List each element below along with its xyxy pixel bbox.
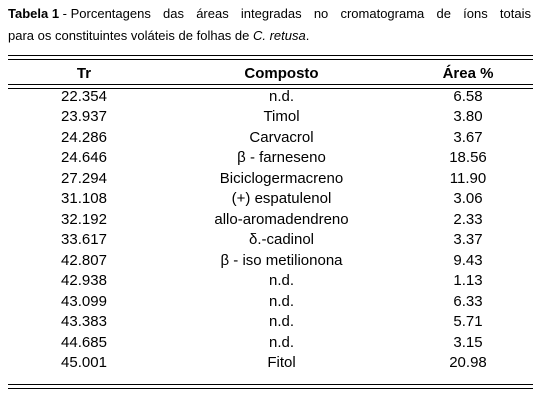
table-row bbox=[8, 291, 533, 312]
table-row bbox=[8, 127, 533, 148]
top-rule-inner bbox=[8, 59, 533, 60]
table-row bbox=[8, 250, 533, 271]
cell-composto: n.d. bbox=[268, 272, 295, 290]
caption-word: das bbox=[163, 6, 184, 21]
cell-tr: 22.354 bbox=[61, 87, 107, 105]
table-header bbox=[8, 62, 533, 84]
caption-word: de bbox=[436, 6, 451, 21]
cell-tr: 24.286 bbox=[61, 128, 107, 146]
cell-composto: β - farneseno bbox=[237, 149, 326, 167]
caption-line-2 bbox=[8, 25, 531, 47]
cell-area: 2.33 bbox=[453, 210, 483, 228]
top-rule bbox=[8, 55, 533, 56]
table-row bbox=[8, 86, 533, 107]
cell-area: 3.80 bbox=[453, 108, 483, 126]
bottom-rule-inner bbox=[8, 388, 533, 389]
cell-area: 5.71 bbox=[453, 313, 483, 331]
table-row bbox=[8, 189, 533, 210]
table-row bbox=[8, 168, 533, 189]
table-row bbox=[8, 312, 533, 333]
caption-word: totais bbox=[499, 6, 531, 21]
caption-end: . bbox=[305, 28, 310, 43]
cell-area: 11.90 bbox=[449, 169, 487, 187]
cell-area: 6.58 bbox=[453, 87, 483, 105]
cell-area: 20.98 bbox=[449, 354, 487, 372]
table-row bbox=[8, 107, 533, 128]
header-composto: Composto bbox=[244, 64, 319, 82]
cell-tr: 31.108 bbox=[61, 190, 107, 208]
table-row bbox=[8, 148, 533, 169]
cell-composto: β - iso metilionona bbox=[220, 251, 343, 269]
caption-word: integradas bbox=[240, 6, 302, 21]
cell-tr: 43.099 bbox=[61, 292, 107, 310]
header-rule bbox=[8, 84, 533, 85]
caption-line-1 bbox=[8, 3, 531, 25]
cell-composto: Timol bbox=[263, 108, 300, 126]
cell-composto: n.d. bbox=[268, 87, 295, 105]
cell-tr: 44.685 bbox=[61, 333, 107, 351]
cell-tr: 42.807 bbox=[61, 251, 107, 269]
cell-composto: allo-aromadendreno bbox=[214, 210, 349, 228]
table-row bbox=[8, 353, 533, 374]
cell-composto: n.d. bbox=[268, 333, 295, 351]
cell-area: 1.13 bbox=[453, 272, 483, 290]
table-body bbox=[8, 86, 533, 373]
cell-area: 9.43 bbox=[453, 251, 483, 269]
header-tr: Tr bbox=[76, 64, 92, 82]
cell-tr: 43.383 bbox=[61, 313, 107, 331]
cell-composto: n.d. bbox=[268, 313, 295, 331]
cell-area: 18.56 bbox=[449, 149, 487, 167]
table-row bbox=[8, 271, 533, 292]
cell-tr: 45.001 bbox=[61, 354, 107, 372]
cell-tr: 27.294 bbox=[61, 169, 107, 187]
table-row bbox=[8, 332, 533, 353]
caption-first-words bbox=[8, 3, 151, 25]
cell-tr: 23.937 bbox=[61, 108, 107, 126]
table-label: Tabela 1 bbox=[8, 6, 60, 21]
cell-tr: 24.646 bbox=[61, 149, 107, 167]
caption-word: íons bbox=[463, 6, 488, 21]
cell-area: 3.67 bbox=[453, 128, 483, 146]
header-area: Área % bbox=[442, 64, 494, 82]
cell-area: 3.15 bbox=[453, 333, 483, 351]
cell-area: 3.37 bbox=[453, 231, 483, 249]
cell-composto: n.d. bbox=[268, 292, 295, 310]
table-row bbox=[8, 230, 533, 251]
species-name: C. retusa bbox=[252, 28, 306, 43]
cell-tr: 33.617 bbox=[61, 231, 107, 249]
cell-composto: δ.-cadinol bbox=[248, 231, 315, 249]
caption-word: cromatograma bbox=[340, 6, 425, 21]
caption-word: no bbox=[313, 6, 329, 21]
caption-word: - Porcentagens bbox=[59, 6, 151, 21]
caption-text: para os constituintes voláteis de folhas de bbox=[8, 28, 253, 43]
caption-word: áreas bbox=[196, 6, 229, 21]
bottom-rule bbox=[8, 384, 533, 385]
cell-tr: 32.192 bbox=[61, 210, 107, 228]
cell-area: 6.33 bbox=[453, 292, 483, 310]
cell-tr: 42.938 bbox=[61, 272, 107, 290]
cell-composto: Carvacrol bbox=[249, 128, 314, 146]
cell-composto: Biciclogermacreno bbox=[219, 169, 344, 187]
cell-composto: (+) espatulenol bbox=[231, 190, 332, 208]
cell-area: 3.06 bbox=[453, 190, 483, 208]
cell-composto: Fitol bbox=[267, 354, 296, 372]
table-caption bbox=[8, 3, 531, 47]
table-row bbox=[8, 209, 533, 230]
